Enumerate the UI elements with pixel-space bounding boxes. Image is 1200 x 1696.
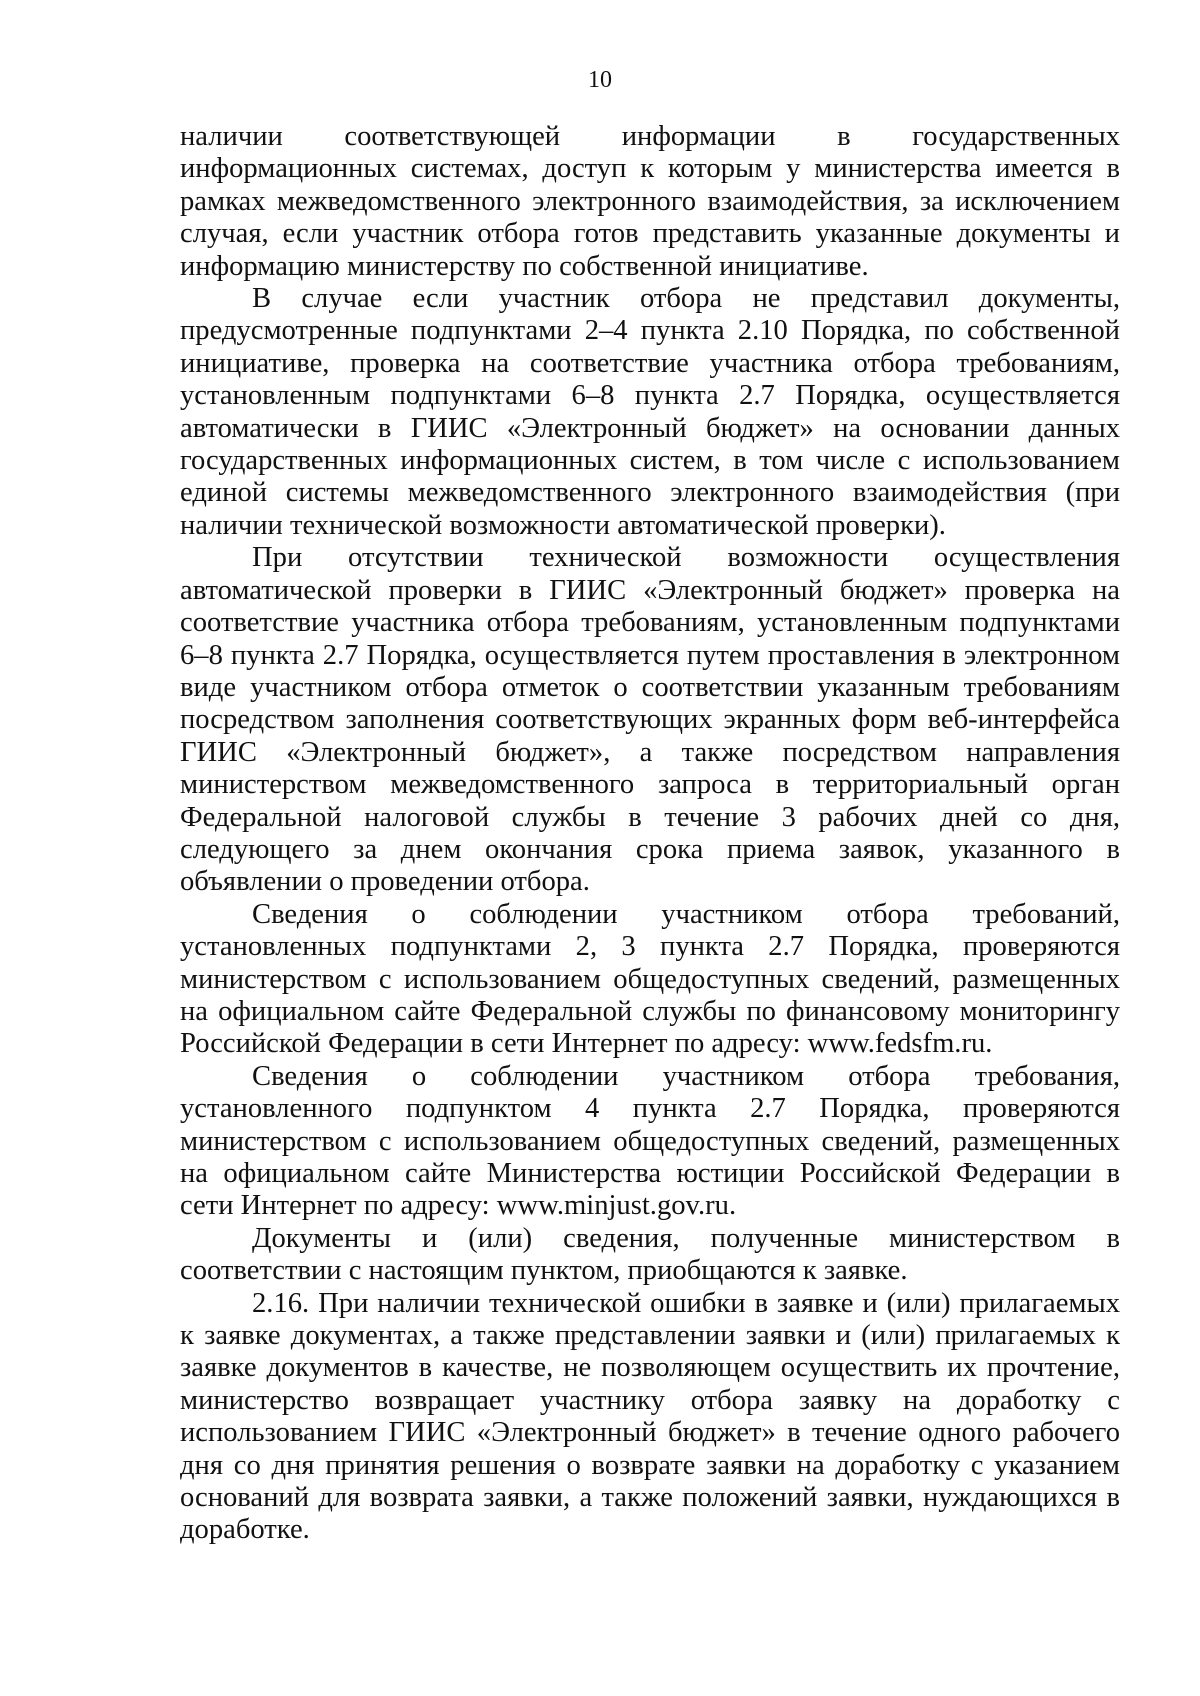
paragraph-2-16-technical-error: 2.16. При наличии технической ошибки в заявке и (или) прилагаемых к заявке документах, а также представлении заявки и (или) прилагаемых к заявке документов в качестве, не позволяющем осуществить их прочтение, министерство возвращает участнику отбора заявку на доработку с использованием ГИИС «Электронный бюджет» в течение одного рабочего дня со дня принятия решения о возврате заявки на доработку с указанием оснований для возврата заявки, а также положений заявки, нуждающихся в доработке. <box>180 1287 1120 1546</box>
paragraph-manual-check: При отсутствии технической возможности осуществления автоматической проверки в ГИИС «Электронный бюджет» проверка на соответствие участника отбора требованиям, установленным подпунктами 6–8 пункта 2.7 Порядка, осуществляется путем проставления в электронном виде участником отбора отметок о соответствии указанным требованиям посредством заполнения соответствующих экранных форм веб-интерфейса ГИИС «Электронный бюджет», а также посредством направления министерством межведомственного запроса в территориальный орган Федеральной налоговой службы в течение 3 рабочих дней со дня, следующего за днем окончания срока приема заявок, указанного в объявлении о проведении отбора. <box>180 542 1120 898</box>
paragraph-minjust-check: Сведения о соблюдении участником отбора требования, установленного подпунктом 4 пункта 2.7 Порядка, проверяются министерством с использованием общедоступных сведений, размещенных на официальном сайте Министерства юстиции Российской Федерации в сети Интернет по адресу: www.minjust.gov.ru. <box>180 1060 1120 1222</box>
page-number: 10 <box>588 67 612 93</box>
paragraph-fedsfm-check: Сведения о соблюдении участником отбора требований, установленных подпунктами 2, 3 пункта 2.7 Порядка, проверяются министерством с использованием общедоступных сведений, размещенных на официальном сайте Федеральной службы по финансовому мониторингу Российской Федерации в сети Интернет по адресу: www.fedsfm.ru. <box>180 898 1120 1060</box>
document-body <box>180 121 1120 1547</box>
paragraph-documents-attached: Документы и (или) сведения, полученные министерством в соответствии с настоящим пунктом, приобщаются к заявке. <box>180 1222 1120 1287</box>
paragraph-automatic-check: В случае если участник отбора не представил документы, предусмотренные подпунктами 2–4 пункта 2.10 Порядка, по собственной инициативе, проверка на соответствие участника отбора требованиям, установленным подпунктами 6–8 пункта 2.7 Порядка, осуществляется автоматически в ГИИС «Электронный бюджет» на основании данных государственных информационных систем, в том числе с использованием единой системы межведомственного электронного взаимодействия (при наличии технической возможности автоматической проверки). <box>180 283 1120 541</box>
paragraph-continuation: наличии соответствующей информации в государственных информационных системах, доступ к которым у министерства имеется в рамках межведомственного электронного взаимодействия, за исключением случая, если участник отбора готов представить указанные документы и информацию министерству по собственной инициативе. <box>180 121 1120 282</box>
